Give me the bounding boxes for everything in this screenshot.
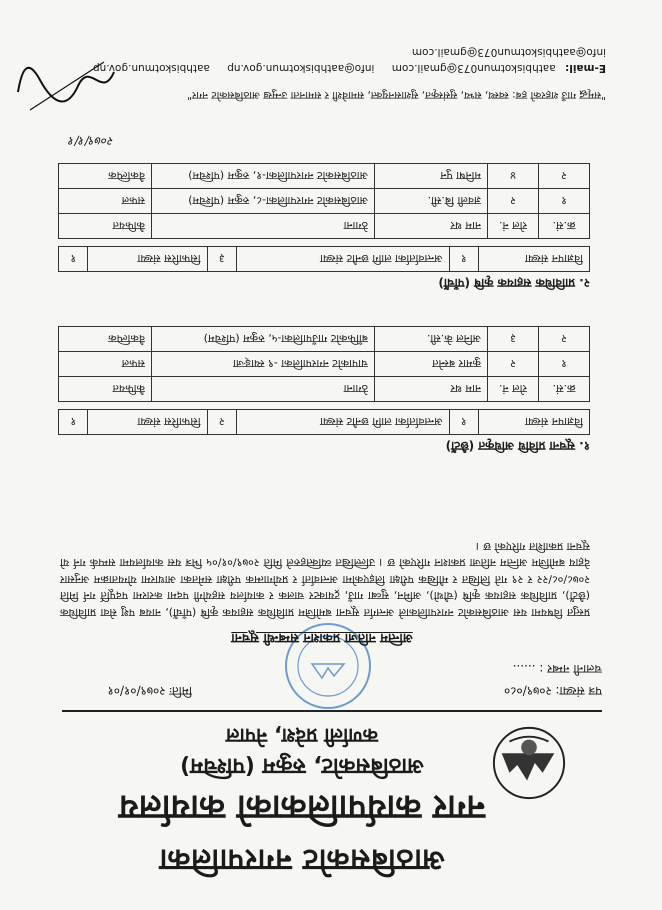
ad-no-value: १ bbox=[449, 247, 478, 272]
recommend-value: १ bbox=[59, 247, 88, 272]
dispatch-number: चलानी नम्बर : ...... bbox=[512, 662, 602, 676]
col-address: ठेगाना bbox=[152, 377, 375, 402]
col-roll: रोल नं. bbox=[488, 214, 539, 239]
cell-remarks: वैकल्पिक bbox=[59, 164, 152, 189]
col-address: ठेगाना bbox=[152, 214, 375, 239]
notice-subject: अन्तिम नतिजा प्रकाशन सम्बन्धी सूचना bbox=[231, 630, 413, 645]
col-serial: क्र.सं. bbox=[539, 214, 590, 239]
cell-serial: २ bbox=[539, 164, 590, 189]
footer-motto: "समृद्ध गाउँ शहरको हब: स्वस्थ, सभ्य, सुसंस्कृत, सुशासनयुक्त, समावेशी र समानता उन्मुख आठबिसकोट नगर" bbox=[187, 89, 606, 101]
cell-serial: १ bbox=[539, 352, 590, 377]
cell-name: ज्ञवली बि.सी. bbox=[375, 189, 488, 214]
footer-contacts bbox=[46, 62, 606, 74]
shortlist-value: ३ bbox=[207, 247, 236, 272]
cell-address: आठबिसकोट नगरपालिका-८, रुकुम (पश्चिम) bbox=[152, 189, 375, 214]
col-name: नाम थर bbox=[375, 214, 488, 239]
section1-result-table bbox=[58, 326, 590, 402]
shortlist-label: अन्तर्वार्ताका लागि छनौट संख्या bbox=[236, 410, 449, 435]
cell-name: कुमार बस्नेत bbox=[375, 352, 488, 377]
email-2[interactable]: info@aathbiskotmun.gov.np bbox=[227, 62, 375, 74]
letter-date: मितिः २०७९/०१/०१ bbox=[107, 684, 192, 698]
table-row bbox=[59, 352, 590, 377]
table-row bbox=[59, 327, 590, 352]
ad-no-label: विज्ञापन संख्या bbox=[478, 410, 589, 435]
cell-address: आठबिसकोट नगरपालिका-१, रुकुम (पश्चिम) bbox=[152, 164, 375, 189]
cell-roll: २ bbox=[488, 189, 539, 214]
cell-name: अनिल के.सी. bbox=[375, 327, 488, 352]
col-remarks: कैफियत bbox=[59, 214, 152, 239]
cell-serial: २ bbox=[539, 327, 590, 352]
website[interactable]: aathbiskotmun.gov.np bbox=[92, 62, 210, 74]
notice-body: प्रस्तुत विषयमा यस आठबिसकोट नगरपालिकाले अन्तर्गत सूचना बमोजिम प्राविधिक सहायक कृषि (पाँचौं), नायब पशु सेवा प्राविधिक (छैटौं), प्राविधिक सहायक कृषि (चौथो), अमिन, सुव्बा गाउँ, ट्रयाक्टर चालक र कार्यालय सहयोगी पदमा करारमा पदपूर्ति गर्न मिति २०७८/०८/२२ र २९ गते लिखित र मौखिक परीक्षा लिइएकोमा अन्तर्वार्ता र प्रयोगात्मक परीक्षा समेतका आधारमा योग्यताक्रम अनुसार देहाय बमोजिम अन्तिम नतिजा प्रकाशन गरिएको छ । उल्लिखित व्यक्तिहरुले मिति २०७९/०१/०५ भित्र यस कार्यालयमा सम्पर्क गर्न यो सूचना प्रकाशित गरिएको छ । bbox=[60, 540, 590, 619]
cell-serial: १ bbox=[539, 189, 590, 214]
cell-name: मनिषा पुन bbox=[375, 164, 488, 189]
table-header-row bbox=[59, 214, 590, 239]
cell-remarks: सफल bbox=[59, 352, 152, 377]
section2-title: २. प्राविधिक सहायक कृषि (पाँचौं) bbox=[438, 276, 590, 290]
cell-address: बाँफिकोट गाउँपालिका-५, रुकुम (पश्चिम) bbox=[152, 327, 375, 352]
col-serial: क्र.सं. bbox=[539, 377, 590, 402]
ad-no-value: १ bbox=[449, 410, 478, 435]
cell-remarks: वैकल्पिक bbox=[59, 327, 152, 352]
cell-roll: २ bbox=[488, 352, 539, 377]
email-4[interactable]: info@aathbiskotmun073@gmail.com bbox=[411, 46, 606, 58]
cell-roll: ४ bbox=[488, 164, 539, 189]
cell-remarks: सफल bbox=[59, 189, 152, 214]
recommend-label: सिफारिस संख्या bbox=[88, 247, 207, 272]
email-label: E-mail: bbox=[565, 62, 606, 74]
office-name: नगर कार्यपालिकाको कार्यालय bbox=[118, 787, 486, 827]
province-country: कर्णाली प्रदेश, नेपाल bbox=[225, 724, 379, 748]
recommend-value: १ bbox=[59, 410, 88, 435]
handwritten-date: २०७९/१/१ bbox=[68, 134, 114, 148]
shortlist-label: अन्तर्वार्ताका लागि छनौट संख्या bbox=[236, 247, 449, 272]
ref-number: पत्र संख्या: २०७९/०८० bbox=[503, 684, 602, 698]
cell-address: चापाकोट नगरपालिका -९ स्याङ्जा bbox=[152, 352, 375, 377]
office-location: आठबिसकोट, रुकुम (पश्चिम) bbox=[180, 753, 424, 778]
shortlist-value: २ bbox=[207, 410, 236, 435]
col-name: नाम थर bbox=[375, 377, 488, 402]
section1-title: १. सूचना प्रविधि अधिकृत (छैटौं) bbox=[445, 439, 590, 453]
ad-no-label: विज्ञापन संख्या bbox=[478, 247, 589, 272]
cell-roll: ३ bbox=[488, 327, 539, 352]
recommend-label: सिफारिस संख्या bbox=[88, 410, 207, 435]
section2-result-table bbox=[58, 163, 590, 239]
table-row bbox=[59, 189, 590, 214]
email-1[interactable]: aathbiskotmun073@gmail.com bbox=[391, 62, 556, 74]
col-remarks: कैफियत bbox=[59, 377, 152, 402]
col-roll: रोल नं. bbox=[488, 377, 539, 402]
section2-info-table bbox=[58, 246, 590, 272]
table-header-row bbox=[59, 377, 590, 402]
municipality-name: आठबिसकोट नगरपालिका bbox=[159, 842, 445, 877]
table-row bbox=[59, 164, 590, 189]
section1-info-table bbox=[58, 409, 590, 435]
handwritten-signature bbox=[12, 50, 122, 120]
